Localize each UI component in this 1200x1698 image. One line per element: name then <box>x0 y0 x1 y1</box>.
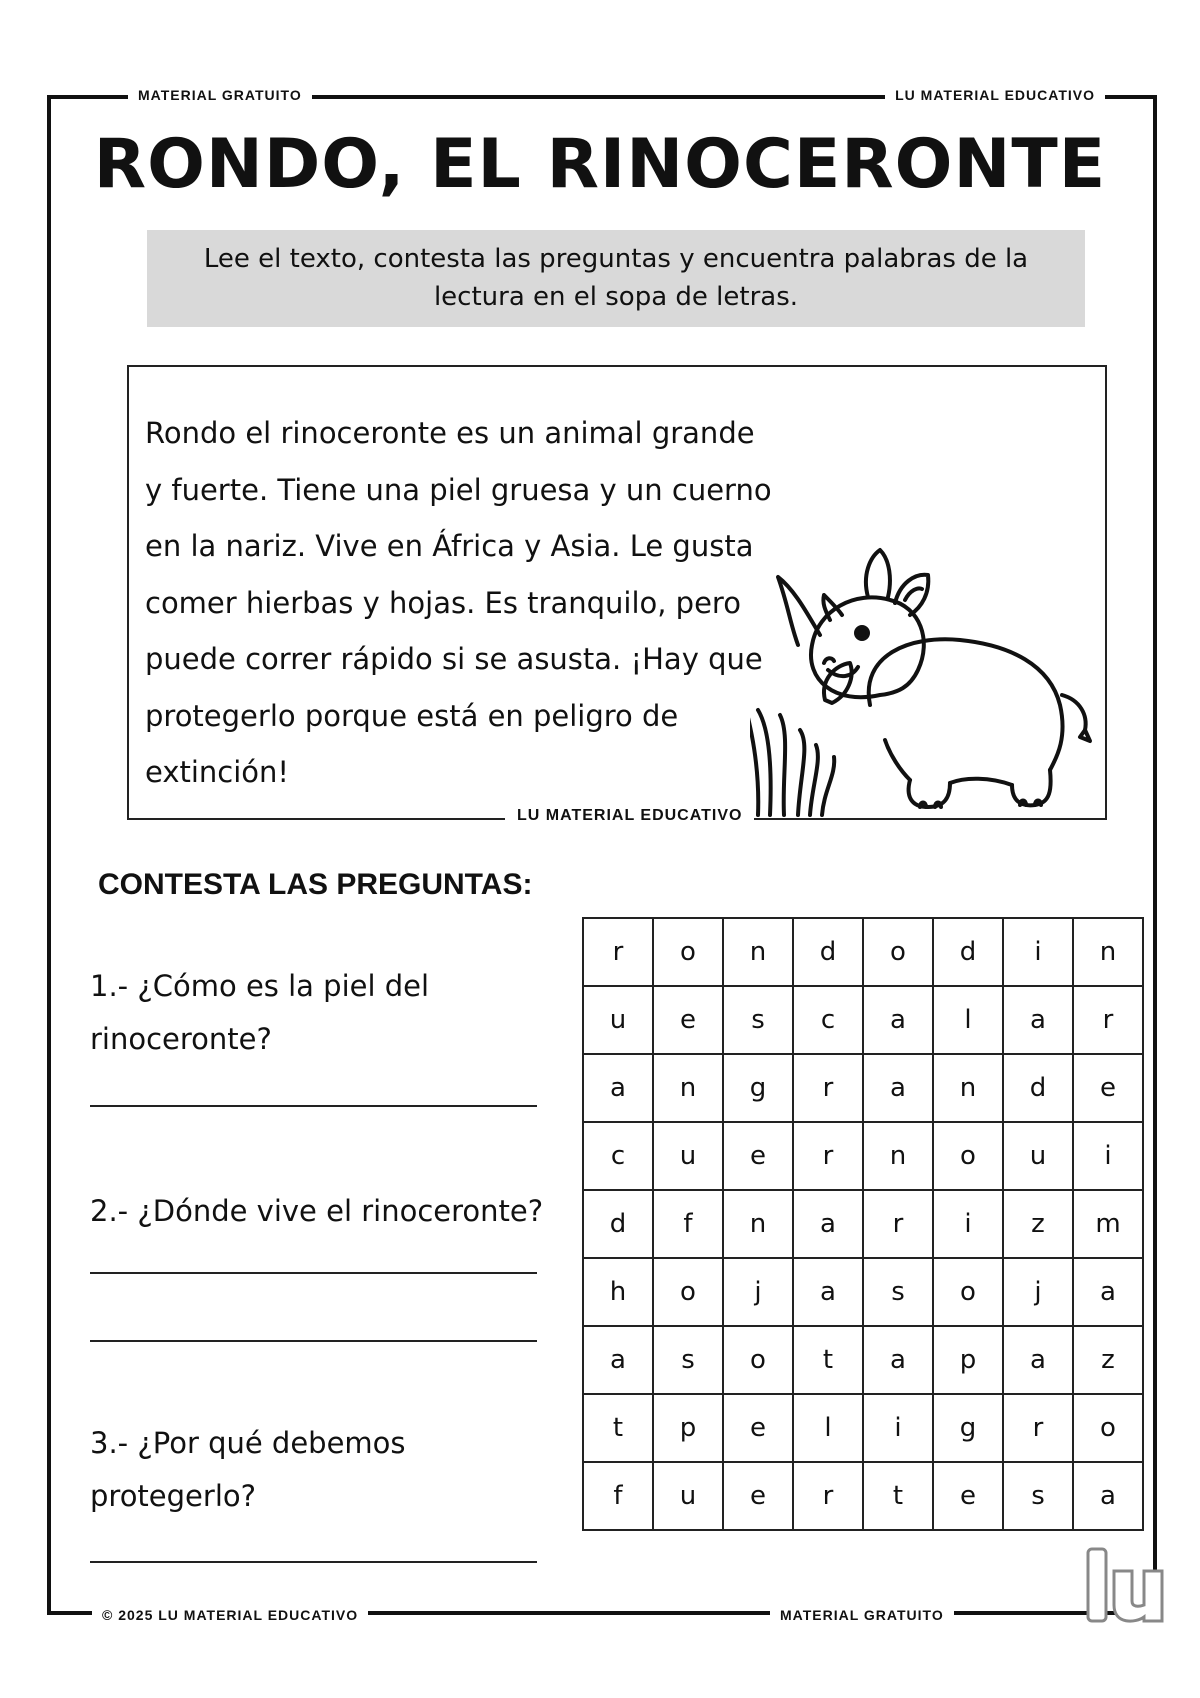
grid-cell[interactable]: e <box>1073 1054 1143 1122</box>
grid-cell[interactable]: h <box>583 1258 653 1326</box>
footer-right-label: MATERIAL GRATUITO <box>770 1607 954 1623</box>
rhino-illustration <box>750 545 1105 820</box>
answer-line-3[interactable] <box>90 1340 537 1342</box>
grid-cell[interactable]: j <box>1003 1258 1073 1326</box>
grid-cell[interactable]: t <box>863 1462 933 1530</box>
answer-line-1[interactable] <box>90 1105 537 1107</box>
word-search-grid <box>582 917 1144 1531</box>
grid-cell[interactable]: o <box>653 918 723 986</box>
grid-cell[interactable]: n <box>863 1122 933 1190</box>
grid-cell[interactable]: s <box>863 1258 933 1326</box>
header-left-label: MATERIAL GRATUITO <box>128 87 312 103</box>
grid-cell[interactable]: c <box>583 1122 653 1190</box>
answer-line-2[interactable] <box>90 1272 537 1274</box>
grid-cell[interactable]: a <box>863 986 933 1054</box>
grid-cell[interactable]: o <box>653 1258 723 1326</box>
grid-row <box>583 986 1143 1054</box>
answer-line-4[interactable] <box>90 1561 537 1563</box>
grid-cell[interactable]: u <box>1003 1122 1073 1190</box>
grid-row <box>583 1190 1143 1258</box>
grid-cell[interactable]: a <box>1003 1326 1073 1394</box>
page-title: RONDO, EL RINOCERONTE <box>93 125 1107 204</box>
questions-heading: CONTESTA LAS PREGUNTAS: <box>98 868 533 901</box>
grid-cell[interactable]: r <box>793 1122 863 1190</box>
grid-cell[interactable]: a <box>1073 1462 1143 1530</box>
grid-cell[interactable]: r <box>863 1190 933 1258</box>
grid-cell[interactable]: n <box>933 1054 1003 1122</box>
grid-cell[interactable]: r <box>1073 986 1143 1054</box>
grid-cell[interactable]: o <box>723 1326 793 1394</box>
grid-cell[interactable]: a <box>583 1054 653 1122</box>
grid-cell[interactable]: r <box>583 918 653 986</box>
grid-cell[interactable]: n <box>723 1190 793 1258</box>
grid-cell[interactable]: n <box>653 1054 723 1122</box>
lu-logo <box>1082 1545 1172 1627</box>
grid-row <box>583 1258 1143 1326</box>
grid-cell[interactable]: m <box>1073 1190 1143 1258</box>
grid-cell[interactable]: d <box>933 918 1003 986</box>
grid-cell[interactable]: p <box>653 1394 723 1462</box>
grid-cell[interactable]: r <box>1003 1394 1073 1462</box>
grid-cell[interactable]: u <box>653 1462 723 1530</box>
grid-cell[interactable]: e <box>933 1462 1003 1530</box>
instructions-banner: Lee el texto, contesta las preguntas y encuentra palabras de la lectura en el sopa de letras. <box>147 230 1085 327</box>
grid-cell[interactable]: e <box>723 1122 793 1190</box>
grid-cell[interactable]: p <box>933 1326 1003 1394</box>
grid-cell[interactable]: s <box>1003 1462 1073 1530</box>
grid-row <box>583 1054 1143 1122</box>
grid-cell[interactable]: f <box>653 1190 723 1258</box>
grid-cell[interactable]: d <box>1003 1054 1073 1122</box>
grid-cell[interactable]: i <box>1003 918 1073 986</box>
grid-cell[interactable]: j <box>723 1258 793 1326</box>
grid-cell[interactable]: n <box>723 918 793 986</box>
reading-credit: LU MATERIAL EDUCATIVO <box>505 807 754 825</box>
header-right-label: LU MATERIAL EDUCATIVO <box>885 87 1105 103</box>
grid-cell[interactable]: a <box>863 1054 933 1122</box>
grid-cell[interactable]: a <box>583 1326 653 1394</box>
grid-cell[interactable]: o <box>933 1258 1003 1326</box>
grid-cell[interactable]: r <box>793 1462 863 1530</box>
grid-cell[interactable]: a <box>1003 986 1073 1054</box>
footer-left-label: © 2025 LU MATERIAL EDUCATIVO <box>92 1607 368 1623</box>
grid-cell[interactable]: i <box>1073 1122 1143 1190</box>
grid-cell[interactable]: c <box>793 986 863 1054</box>
grid-cell[interactable]: u <box>653 1122 723 1190</box>
grid-row <box>583 1122 1143 1190</box>
grid-cell[interactable]: l <box>933 986 1003 1054</box>
grid-cell[interactable]: o <box>933 1122 1003 1190</box>
grid-cell[interactable]: s <box>723 986 793 1054</box>
grid-cell[interactable]: e <box>723 1462 793 1530</box>
grid-cell[interactable]: a <box>863 1326 933 1394</box>
question-2: 2.- ¿Dónde vive el rinoceronte? <box>90 1194 544 1228</box>
question-1: 1.- ¿Cómo es la piel del rinoceronte? <box>90 969 430 1056</box>
grid-cell[interactable]: a <box>1073 1258 1143 1326</box>
grid-row <box>583 1326 1143 1394</box>
grid-cell[interactable]: f <box>583 1462 653 1530</box>
grid-cell[interactable]: t <box>793 1326 863 1394</box>
grid-cell[interactable]: e <box>653 986 723 1054</box>
grid-cell[interactable]: e <box>723 1394 793 1462</box>
reading-text: Rondo el rinoceronte es un animal grande y fuerte. Tiene una piel gruesa y un cuerno en la nariz. Vive en África y Asia. Le gusta comer hierbas y hojas. Es tranquilo, pero puede correr rápido si se asusta. ¡Hay que protegerlo porque está en peligro de extinción! <box>145 416 772 789</box>
grid-row <box>583 1394 1143 1462</box>
grid-cell[interactable]: a <box>793 1258 863 1326</box>
grid-cell[interactable]: d <box>793 918 863 986</box>
grid-cell[interactable]: o <box>863 918 933 986</box>
grid-cell[interactable]: z <box>1073 1326 1143 1394</box>
grid-cell[interactable]: i <box>863 1394 933 1462</box>
grid-cell[interactable]: o <box>1073 1394 1143 1462</box>
grid-cell[interactable]: g <box>723 1054 793 1122</box>
grid-cell[interactable]: s <box>653 1326 723 1394</box>
grid-cell[interactable]: u <box>583 986 653 1054</box>
grid-cell[interactable]: g <box>933 1394 1003 1462</box>
grid-cell[interactable]: d <box>583 1190 653 1258</box>
grid-cell[interactable]: l <box>793 1394 863 1462</box>
grid-cell[interactable]: n <box>1073 918 1143 986</box>
grid-cell[interactable]: i <box>933 1190 1003 1258</box>
grid-row <box>583 918 1143 986</box>
grid-cell[interactable]: z <box>1003 1190 1073 1258</box>
question-3: 3.- ¿Por qué debemos protegerlo? <box>90 1426 406 1513</box>
grid-cell[interactable]: t <box>583 1394 653 1462</box>
grid-cell[interactable]: r <box>793 1054 863 1122</box>
grid-cell[interactable]: a <box>793 1190 863 1258</box>
grid-row <box>583 1462 1143 1530</box>
